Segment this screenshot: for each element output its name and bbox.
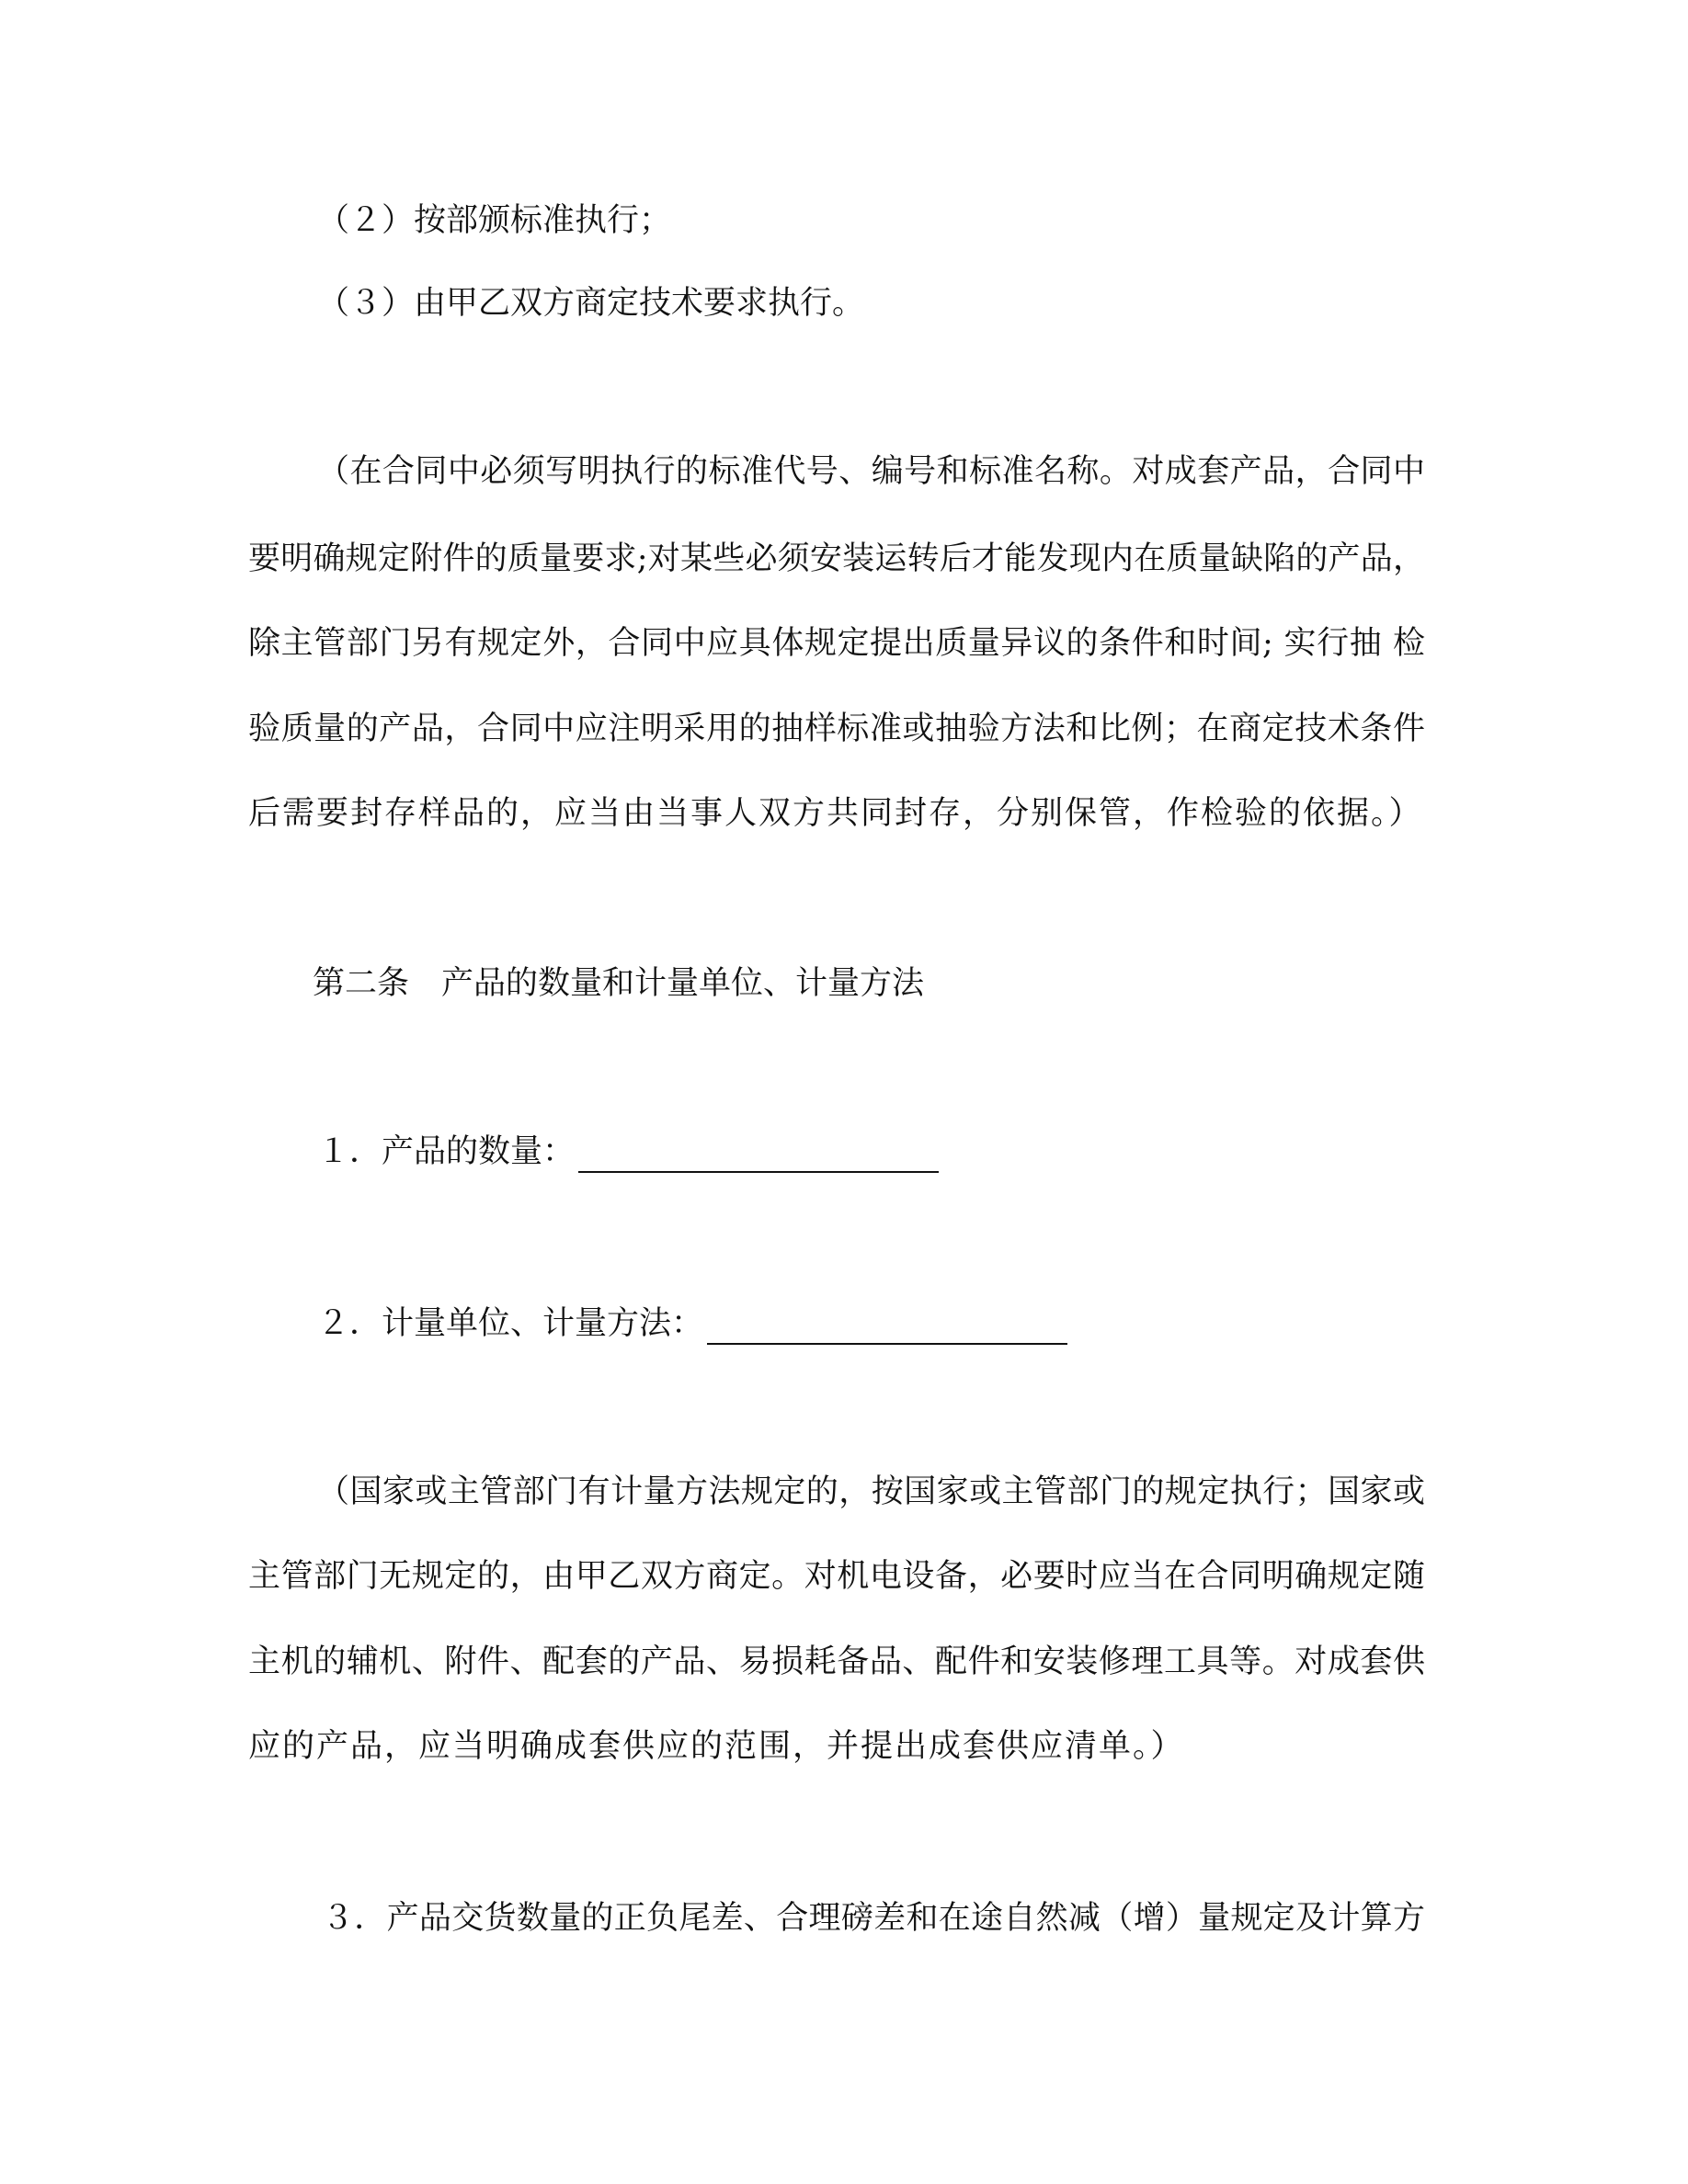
note-paragraph-line: （在合同中必须写明执行的标准代号、编号和标准名称。对成套产品，合同中 — [317, 453, 1425, 490]
note-paragraph-line: 主管部门无规定的，由甲乙双方商定。对机电设备，必要时应当在合同明确规定随 — [248, 1558, 1425, 1595]
unit-method-label: ２．计量单位、计量方法： — [317, 1305, 704, 1342]
article-heading: 第二条 产品的数量和计量单位、计量方法 — [313, 965, 925, 1002]
note-paragraph-line: 验质量的产品，合同中应注明采用的抽样标准或抽验方法和比例；在商定技术条件 — [248, 711, 1425, 747]
note-paragraph-line: 应的产品，应当明确成套供应的范围，并提出成套供应清单。） — [248, 1728, 1185, 1765]
note-paragraph-line: 要明确规定附件的质量要求;对某些必须安装运转后才能发现内在质量缺陷的产品， — [248, 540, 1425, 577]
unit-method-field — [317, 1302, 1067, 1345]
quantity-field — [317, 1131, 939, 1173]
unit-method-blank[interactable] — [707, 1312, 1067, 1345]
quantity-blank[interactable] — [578, 1140, 939, 1173]
note-paragraph-line: 除主管部门另有规定外，合同中应具体规定提出质量异议的条件和时间; 实行抽 检 — [248, 625, 1425, 662]
list-item: （３）由甲乙双方商定技术要求执行。 — [317, 285, 865, 322]
note-paragraph-line: 主机的辅机、附件、配套的产品、易损耗备品、配件和安装修理工具等。对成套供 — [248, 1644, 1425, 1680]
note-paragraph-line: 后需要封存样品的，应当由当事人双方共同封存，分别保管，作检验的依据。） — [248, 795, 1423, 832]
note-paragraph-line: （国家或主管部门有计量方法规定的，按国家或主管部门的规定执行；国家或 — [317, 1473, 1425, 1510]
quantity-label: １．产品的数量： — [317, 1133, 576, 1170]
list-item: ３．产品交货数量的正负尾差、合理磅差和在途自然减（增）量规定及计算方 — [322, 1900, 1425, 1937]
list-item: （２）按部颁标准执行； — [317, 202, 672, 239]
